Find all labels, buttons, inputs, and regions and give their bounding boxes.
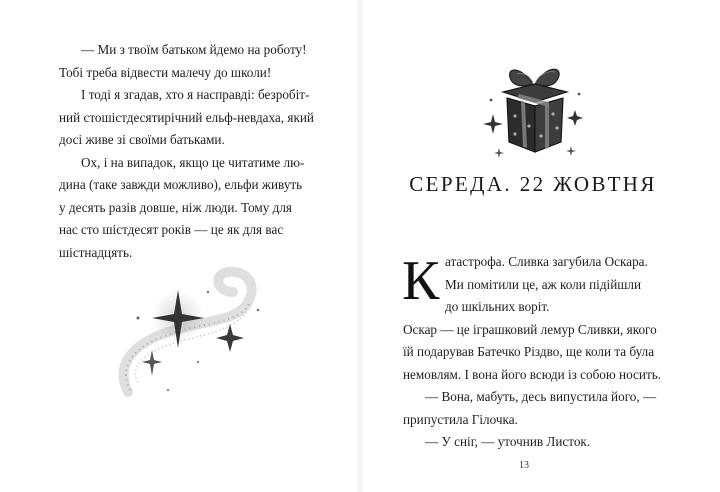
- text-line: атастрофа. Сливка загубила Оскара.: [445, 254, 648, 269]
- right-page-text: [403, 251, 662, 454]
- drop-cap: К: [402, 250, 440, 312]
- gift-box-icon: [483, 56, 585, 164]
- left-page-text: [59, 39, 314, 264]
- text-line: — Вона, мабуть, десь випустила його, —: [425, 389, 657, 404]
- text-line: ний стошістдесятирічний ельф-невдаха, який: [59, 109, 314, 125]
- sparkle-swirl-icon: [108, 262, 278, 412]
- chapter-title: СЕРЕДА. 22 ЖОВТНЯ: [409, 172, 657, 196]
- text-line: Тобі треба відвести малечу до школи!: [59, 64, 272, 80]
- text-line: у десять разів довше, ніж люди. Тому для: [59, 199, 293, 215]
- text-line: їй подарував Батечко Різдво, ще коли та була: [403, 344, 655, 359]
- text-line: Ох, і на випадок, якщо це читатиме лю-: [81, 154, 305, 170]
- text-line: шістнадцять.: [59, 244, 133, 260]
- text-line: до шкільних воріт.: [445, 299, 550, 314]
- text-line: дина (таке завжди можливо), ельфи живуть: [59, 177, 303, 192]
- text-line: Оскар — це іграшковий лемур Сливки, якого: [403, 321, 657, 337]
- text-line: — Ми з твоїм батьком йдемо на роботу!: [81, 42, 307, 57]
- text-line: немовлям. І вона його всюди із собою носить.: [403, 366, 662, 382]
- text-line: досі живе зі своїми батьками.: [59, 132, 225, 147]
- text-line: припустила Гілочка.: [403, 411, 518, 427]
- page-number: 13: [519, 460, 529, 471]
- text-line: — У сніг, — уточнив Листок.: [425, 434, 591, 449]
- text-line: Ми помітили це, аж коли підійшли: [445, 276, 642, 292]
- text-line: нас сто шістдесят років — це як для вас: [59, 222, 284, 237]
- text-line: І тоді я згадав, хто я насправді: безробіт-: [81, 87, 310, 102]
